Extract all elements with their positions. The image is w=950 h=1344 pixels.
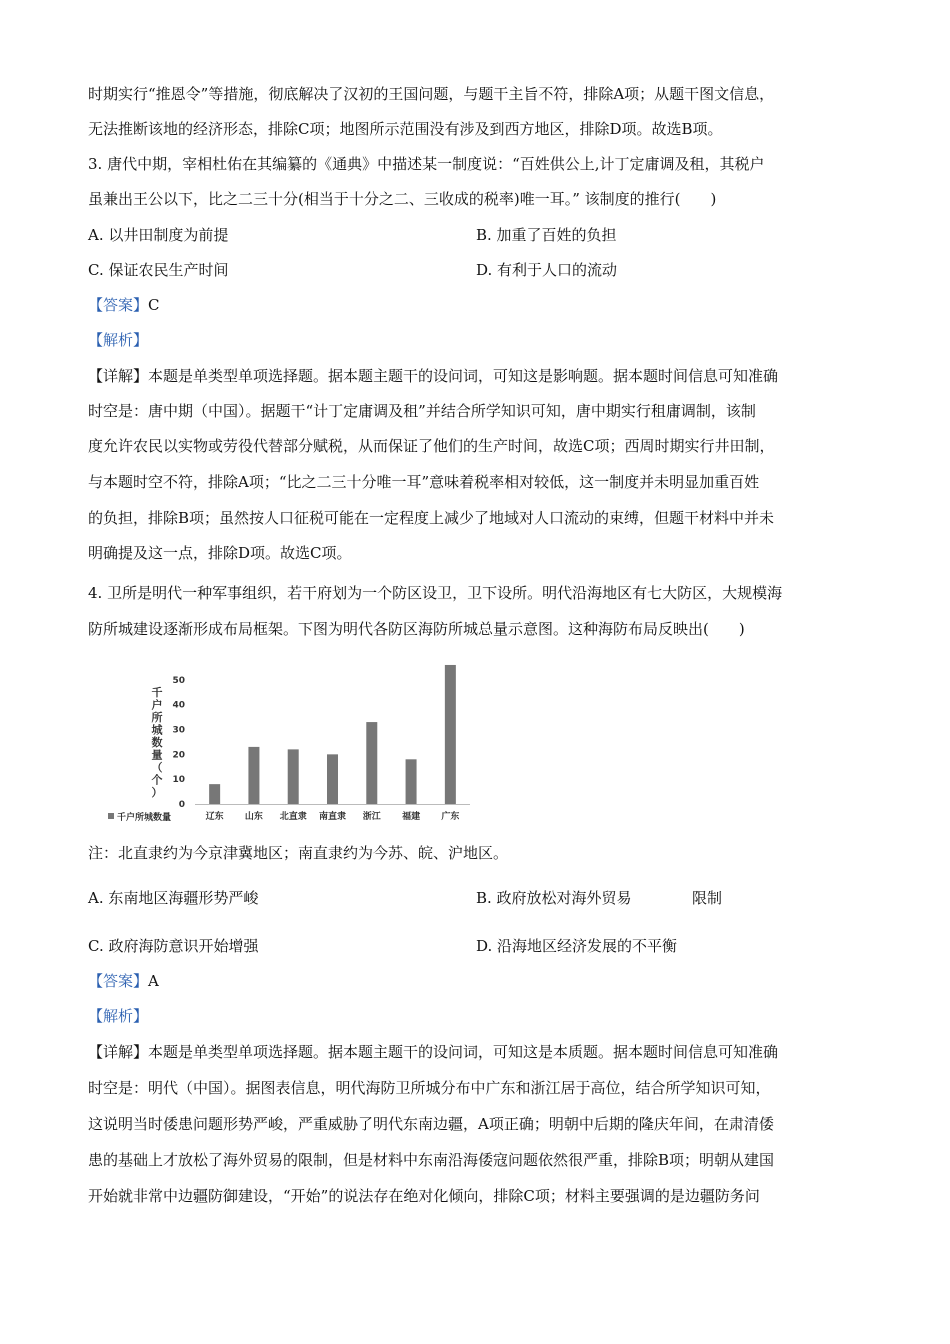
q4-option-d: D. 沿海地区经济发展的不平衡 xyxy=(476,937,678,955)
answer-value: C xyxy=(148,296,160,314)
detail-4-line: 患的基础上才放松了海外贸易的限制，但是材料中东南沿海倭寇问题依然很严重，排除B项；明朝从建国 xyxy=(88,1151,775,1169)
q4-option-b-tail: 限制 xyxy=(692,889,723,907)
legend-swatch xyxy=(108,813,114,819)
x-tick-label: 辽东 xyxy=(205,812,224,822)
question-4-stem: 4. 卫所是明代一种军事组织，若干府划为一个防区设卫，卫下设所。明代沿海地区有七大防区，大规模海 xyxy=(88,584,783,602)
q3-option-c: C. 保证农民生产时间 xyxy=(88,261,229,279)
q4-option-a: A. 东南地区海疆形势严峻 xyxy=(88,889,259,907)
analysis-label: 【解析】 xyxy=(88,1007,149,1025)
question-3-stem: 3. 唐代中期，宰相杜佑在其编纂的《通典》中描述某一制度说：“百姓供公上,计丁定庸调及租，其税户 xyxy=(88,155,765,173)
bar-北直隶 xyxy=(288,749,299,804)
analysis-label: 【解析】 xyxy=(88,331,149,349)
y-axis-label-char: （ xyxy=(151,761,163,774)
x-tick-label: 浙江 xyxy=(362,812,381,822)
y-axis-label-char: 户 xyxy=(151,698,163,712)
x-tick-label: 福建 xyxy=(402,812,421,822)
detail-text: 本题是单类型单项选择题。据本题主题干的设问词，可知这是影响题。据本题时间信息可知准确 xyxy=(148,367,779,385)
detail-3-line: 度允许农民以实物或劳役代替部分赋税，从而保证了他们的生产时间，故选C项；西周时期实行井田制， xyxy=(88,437,775,455)
bar-南直隶 xyxy=(327,754,338,804)
answer-label: 【答案】 xyxy=(88,296,149,314)
y-tick-label: 40 xyxy=(172,700,185,711)
bar-辽东 xyxy=(209,784,220,804)
detail-3-line: 时空是：唐中期（中国）。据题干“计丁定庸调及租”并结合所学知识可知，唐中期实行租庸调制，该制 xyxy=(88,402,756,420)
y-tick-label: 0 xyxy=(178,800,185,810)
x-tick-label: 南直隶 xyxy=(318,812,347,822)
detail-3-line xyxy=(88,366,778,386)
bar-山东 xyxy=(248,747,259,804)
chart-note: 注：北直隶约为今京津冀地区；南直隶约为今苏、皖、沪地区。 xyxy=(88,844,509,862)
q4-option-b: B. 政府放松对海外贸易 xyxy=(476,889,632,907)
detail-4-line: 开始就非常中边疆防御建设，“开始”的说法存在绝对化倾向，排除C项；材料主要强调的是边疆防务问 xyxy=(88,1187,760,1205)
y-tick-label: 20 xyxy=(172,750,185,761)
detail-4-line: 这说明当时倭患问题形势严峻，严重威胁了明代东南边疆，A项正确；明朝中后期的隆庆年间，在肃清倭 xyxy=(88,1115,774,1133)
q3-option-a: A. 以井田制度为前提 xyxy=(88,226,229,244)
y-tick-label: 30 xyxy=(172,725,185,736)
detail-3-line: 的负担，排除B项；虽然按人口征税可能在一定程度上减少了地域对人口流动的束缚，但题干材料中并未 xyxy=(88,509,775,527)
detail-4-line xyxy=(88,1042,778,1062)
detail-4-line: 时空是：明代（中国）。据图表信息，明代海防卫所城分布中广东和浙江居于高位，结合所学知识可知， xyxy=(88,1079,771,1097)
y-axis-label-char: 个 xyxy=(151,773,163,787)
bar-福建 xyxy=(406,759,417,804)
x-tick-label: 山东 xyxy=(244,812,263,822)
text-line: 时期实行“推恩令”等措施，彻底解决了汉初的王国问题，与题干主旨不符，排除A项；从题干图文信息， xyxy=(88,85,775,103)
answer-4 xyxy=(88,971,159,991)
question-4-stem: 防所城建设逐渐形成布局框架。下图为明代各防区海防所城总量示意图。这种海防布局反映出( ) xyxy=(88,620,745,638)
answer-label: 【答案】 xyxy=(88,972,149,990)
legend-label: 千户所城数量 xyxy=(117,813,172,823)
y-axis-label-char: 量 xyxy=(151,748,163,762)
x-tick-label: 北直隶 xyxy=(279,812,307,822)
detail-text: 本题是单类型单项选择题。据本题主题干的设问词，可知这是本质题。据本题时间信息可知准确 xyxy=(148,1043,779,1061)
answer-3 xyxy=(88,295,160,315)
answer-value: A xyxy=(148,972,159,990)
y-axis-label-char: 所 xyxy=(151,711,163,724)
q3-option-d: D. 有利于人口的流动 xyxy=(476,261,618,279)
detail-3-line: 明确提及这一点，排除D项。故选C项。 xyxy=(88,544,352,562)
y-tick-label: 50 xyxy=(172,675,185,686)
x-tick-label: 广东 xyxy=(441,812,460,822)
y-axis-label-char: 千 xyxy=(151,686,163,699)
q3-option-b: B. 加重了百姓的负担 xyxy=(476,226,617,244)
y-axis-label-char: 数 xyxy=(151,736,163,749)
q4-option-c: C. 政府海防意识开始增强 xyxy=(88,937,259,955)
bar-chart-svg xyxy=(100,652,480,830)
bar-浙江 xyxy=(366,722,377,804)
detail-label: 【详解】 xyxy=(88,1043,149,1061)
y-axis-label-char: ） xyxy=(151,786,163,799)
detail-label: 【详解】 xyxy=(88,367,149,385)
text-line: 无法推断该地的经济形态，排除C项；地图所示范围没有涉及到西方地区，排除D项。故选B项。 xyxy=(88,120,723,138)
y-tick-label: 10 xyxy=(172,775,185,786)
question-3-stem: 虽兼出王公以下，比之二三十分(相当于十分之二、三收成的税率)唯一耳。” 该制度的推行( ) xyxy=(88,190,717,208)
detail-3-line: 与本题时空不符，排除A项；“比之二三十分唯一耳”意味着税率相对较低，这一制度并未明显加重百姓 xyxy=(88,473,760,491)
bar-广东 xyxy=(445,665,456,804)
bar-chart xyxy=(100,652,480,830)
y-axis-label-char: 城 xyxy=(151,723,163,737)
